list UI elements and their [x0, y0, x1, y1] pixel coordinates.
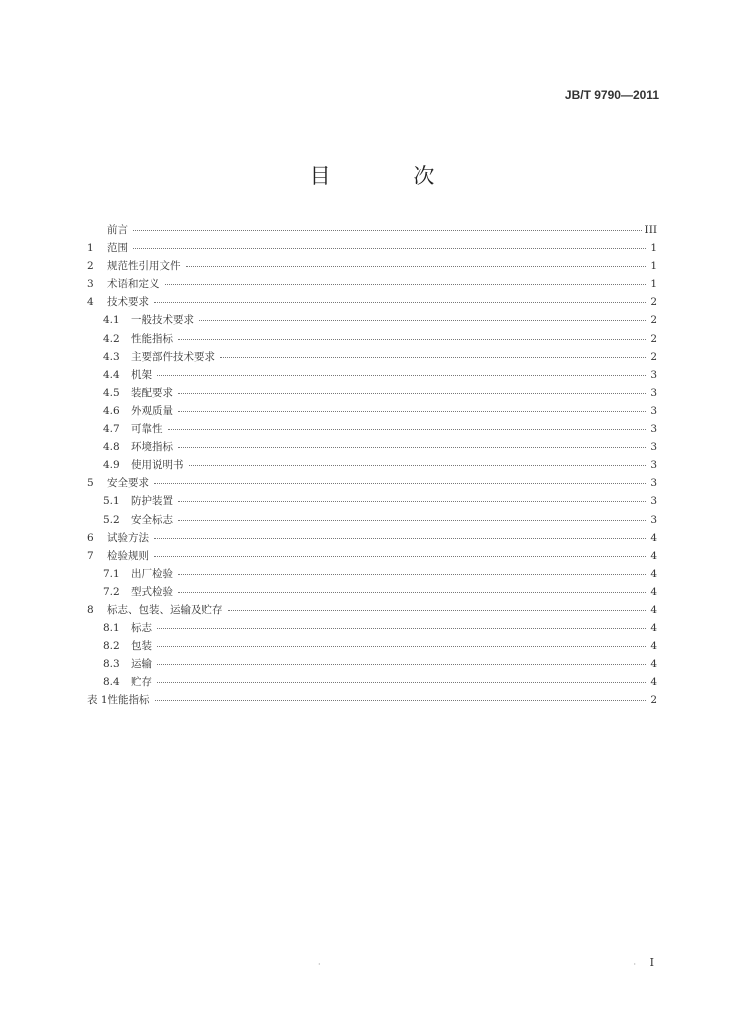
dot-leader [157, 646, 646, 647]
toc-entry [87, 349, 657, 367]
toc-entry-label: 出厂检验 [131, 567, 173, 580]
toc-entry-label: 技术要求 [107, 296, 149, 309]
dot-leader [155, 700, 646, 701]
dot-leader [154, 302, 646, 303]
toc-entry [87, 692, 657, 710]
toc-entry-number: 4.4 [103, 368, 120, 381]
toc-entry-label: 安全要求 [107, 477, 149, 490]
toc-entry-label: 使用说明书 [131, 459, 184, 472]
toc-entry-number: 4.6 [103, 404, 120, 417]
toc-entry-page: 4 [650, 658, 657, 671]
toc-entry [87, 222, 657, 240]
toc-entry-number: 8.2 [103, 640, 120, 653]
toc-entry-label: 规范性引用文件 [107, 260, 181, 273]
toc-entry [87, 385, 657, 403]
table-of-contents [87, 222, 657, 711]
toc-entry-label: 标志、包装、运输及贮存 [107, 603, 223, 616]
toc-entry-page: 4 [650, 622, 657, 635]
dot-leader [133, 230, 642, 231]
toc-entry [87, 403, 657, 421]
toc-entry-page: 2 [650, 332, 657, 345]
dot-leader [165, 284, 647, 285]
toc-entry-number: 8.4 [103, 676, 120, 689]
dot-leader [157, 664, 646, 665]
toc-entry-number: 4.3 [103, 350, 120, 363]
toc-entry-number: 5 [87, 477, 94, 490]
toc-entry-page: 4 [650, 531, 657, 544]
toc-entry [87, 240, 657, 258]
toc-entry-label: 贮存 [131, 676, 152, 689]
toc-entry-number: 4.5 [103, 386, 120, 399]
toc-entry [87, 457, 657, 475]
toc-entry-number: 6 [87, 531, 94, 544]
toc-entry-page: 3 [650, 513, 657, 526]
toc-entry-number: 7.1 [103, 567, 120, 580]
toc-entry [87, 548, 657, 566]
toc-entry-page: 2 [650, 694, 657, 707]
toc-entry [87, 475, 657, 493]
toc-entry-page: 2 [650, 350, 657, 363]
dot-leader [178, 339, 646, 340]
toc-entry [87, 530, 657, 548]
dot-leader [178, 520, 646, 521]
toc-entry-label: 装配要求 [131, 386, 173, 399]
toc-entry [87, 439, 657, 457]
toc-entry-page: 3 [650, 404, 657, 417]
toc-entry-number: 8 [87, 603, 94, 616]
toc-entry-page: 3 [650, 459, 657, 472]
toc-entry-label: 性能指标 [107, 694, 150, 707]
toc-entry [87, 331, 657, 349]
toc-entry-label: 主要部件技术要求 [131, 350, 215, 363]
toc-entry-number: 4.9 [103, 459, 120, 472]
toc-entry-label: 范围 [107, 242, 128, 255]
toc-entry-page: 4 [650, 549, 657, 562]
toc-entry-number: 4 [87, 296, 94, 309]
dot-leader [157, 682, 646, 683]
toc-entry-page: 4 [650, 640, 657, 653]
toc-entry [87, 674, 657, 692]
toc-entry [87, 294, 657, 312]
toc-entry-label: 型式检验 [131, 585, 173, 598]
toc-entry-page: 4 [650, 567, 657, 580]
dot-leader [133, 248, 646, 249]
toc-entry-page: 3 [650, 423, 657, 436]
toc-entry-page: 3 [650, 495, 657, 508]
toc-entry [87, 276, 657, 294]
dot-leader [178, 411, 646, 412]
toc-entry-label: 环境指标 [131, 441, 173, 454]
toc-entry [87, 602, 657, 620]
toc-entry [87, 584, 657, 602]
toc-entry [87, 258, 657, 276]
toc-entry-page: 3 [650, 477, 657, 490]
dot-leader [220, 357, 646, 358]
standard-code: JB/T 9790—2011 [564, 88, 659, 102]
dot-leader [154, 483, 646, 484]
toc-entry [87, 566, 657, 584]
dot-leader [154, 556, 646, 557]
toc-entry-number: 4.8 [103, 441, 120, 454]
toc-entry-label: 一般技术要求 [131, 314, 194, 327]
toc-entry-number: 8.3 [103, 658, 120, 671]
toc-entry-label: 性能指标 [131, 332, 173, 345]
page-number: I [649, 956, 654, 969]
toc-entry-page: 4 [650, 603, 657, 616]
dot-leader [189, 465, 647, 466]
toc-entry-label: 机架 [131, 368, 152, 381]
dot-leader [157, 375, 646, 376]
toc-entry [87, 620, 657, 638]
toc-entry [87, 493, 657, 511]
toc-entry-page: 1 [650, 260, 657, 273]
toc-entry-number: 7 [87, 549, 94, 562]
toc-entry-page: 1 [650, 242, 657, 255]
dot-leader [186, 266, 647, 267]
toc-entry-label: 运输 [131, 658, 152, 671]
toc-entry-number: 表 1 [87, 694, 108, 707]
toc-entry-page: 3 [650, 386, 657, 399]
toc-entry-number: 4.7 [103, 423, 120, 436]
toc-entry-page: 3 [650, 368, 657, 381]
toc-entry-label: 外观质量 [131, 404, 173, 417]
toc-entry-label: 标志 [131, 622, 152, 635]
page-title: 目 次 [309, 164, 473, 188]
toc-entry [87, 656, 657, 674]
toc-entry-label: 安全标志 [131, 513, 173, 526]
scan-speck: · [633, 960, 636, 969]
toc-entry-number: 3 [87, 278, 94, 291]
dot-leader [178, 574, 646, 575]
toc-entry-number: 4.2 [103, 332, 120, 345]
toc-entry-label: 检验规则 [107, 549, 149, 562]
toc-entry [87, 638, 657, 656]
dot-leader [154, 538, 646, 539]
toc-entry-label: 可靠性 [131, 423, 163, 436]
toc-entry [87, 512, 657, 530]
toc-entry-number: 5.1 [103, 495, 120, 508]
dot-leader [178, 501, 646, 502]
toc-entry-number: 4.1 [103, 314, 120, 327]
toc-entry [87, 421, 657, 439]
toc-entry-page: III [644, 224, 657, 236]
scan-speck: · [318, 960, 321, 969]
toc-entry-number: 8.1 [103, 622, 120, 635]
toc-entry-number: 7.2 [103, 585, 120, 598]
dot-leader [168, 429, 647, 430]
toc-entry-page: 4 [650, 585, 657, 598]
toc-entry-page: 3 [650, 441, 657, 454]
toc-entry-page: 1 [650, 278, 657, 291]
dot-leader [178, 592, 646, 593]
toc-entry-number: 5.2 [103, 513, 120, 526]
toc-entry-label: 试验方法 [107, 531, 149, 544]
toc-entry-label: 防护装置 [131, 495, 173, 508]
toc-entry-page: 4 [650, 676, 657, 689]
toc-entry-number: 2 [87, 260, 94, 273]
dot-leader [199, 320, 646, 321]
dot-leader [178, 393, 646, 394]
toc-entry-page: 2 [650, 296, 657, 309]
dot-leader [157, 628, 646, 629]
toc-entry-label: 包装 [131, 640, 152, 653]
toc-entry-page: 2 [650, 314, 657, 327]
toc-entry-label: 前言 [107, 224, 128, 236]
toc-entry-label: 术语和定义 [107, 278, 160, 291]
toc-entry-number: 1 [87, 242, 94, 255]
dot-leader [178, 447, 646, 448]
dot-leader [228, 610, 647, 611]
toc-entry [87, 367, 657, 385]
toc-entry [87, 312, 657, 330]
